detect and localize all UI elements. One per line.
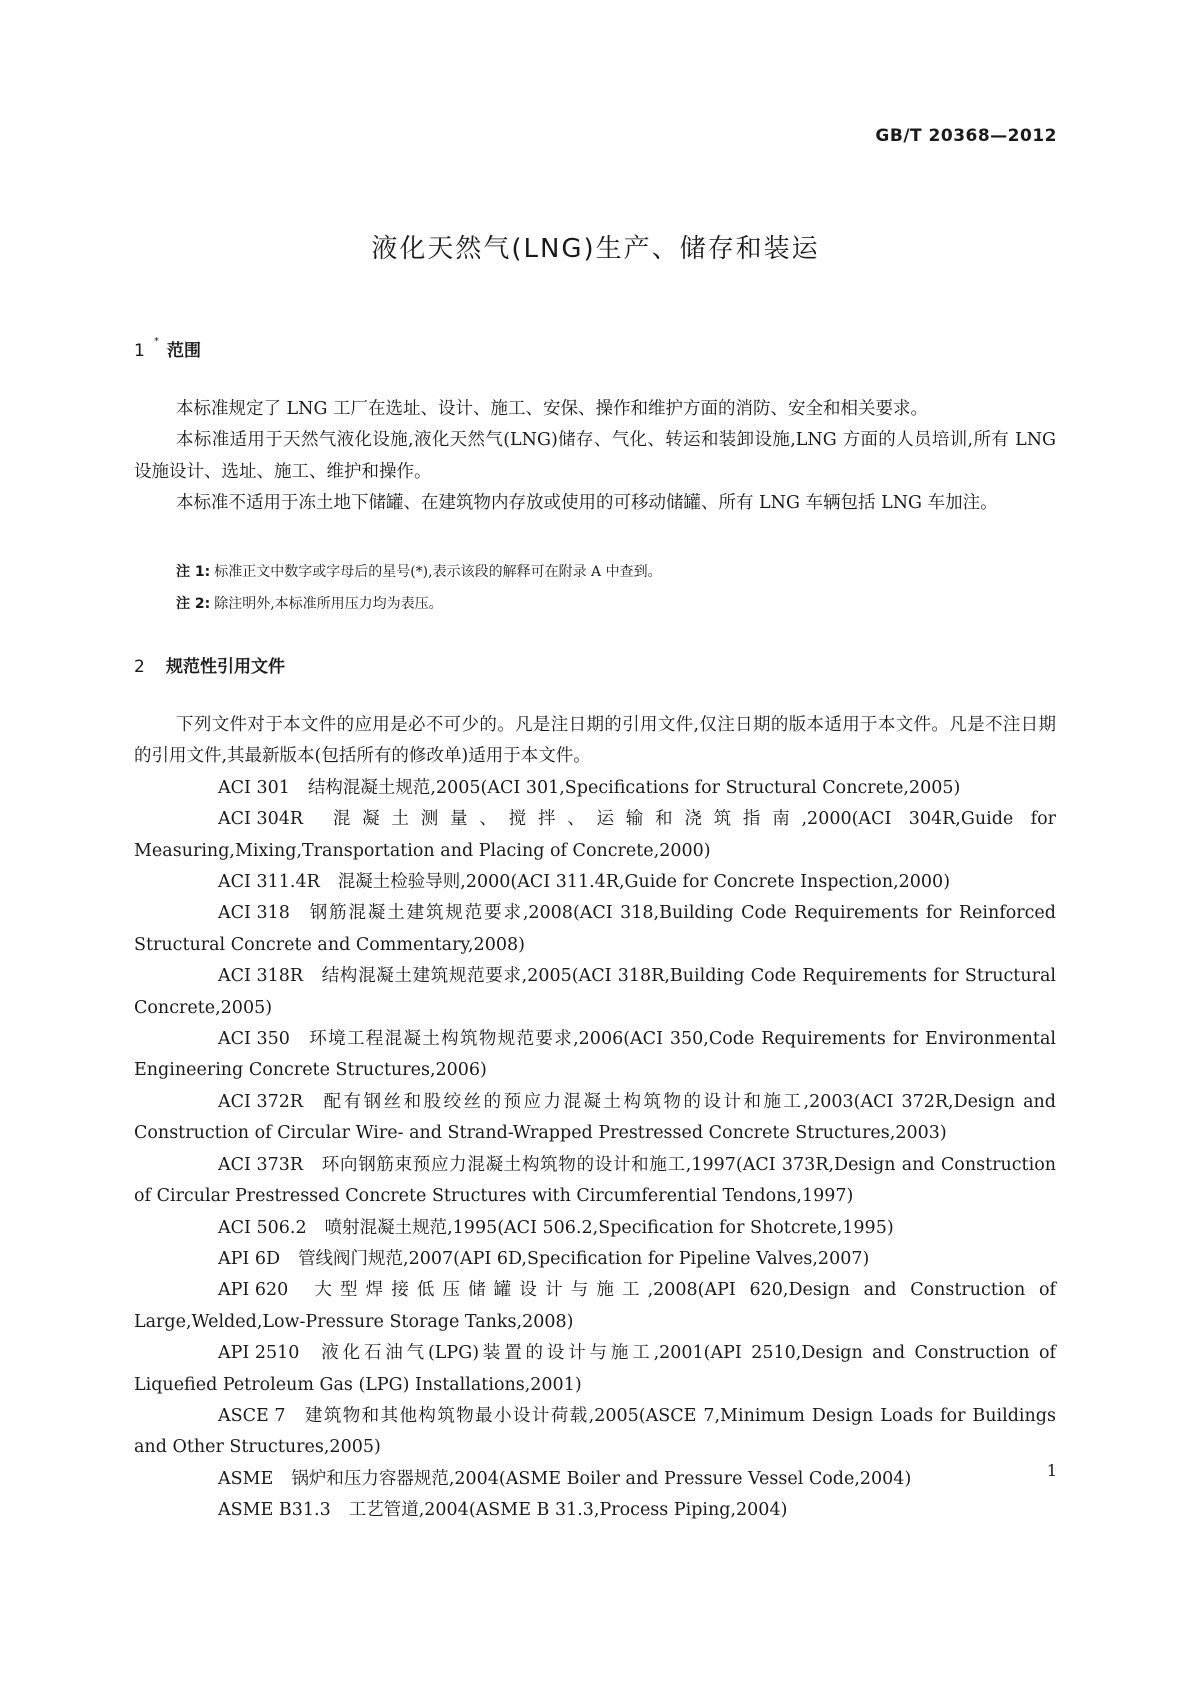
reference-text: 钢筋混凝土建筑规范要求,2008(ACI 318,Building Code Requirements for Reinforced Structural Concrete and Commentary,2008) xyxy=(134,903,1056,955)
note-label: 注 1: xyxy=(176,564,211,580)
reference-code: ACI 372R xyxy=(218,1091,304,1112)
reference-item xyxy=(134,1275,1056,1338)
section-2-heading xyxy=(134,652,285,677)
standard-code: GB/T 20368—2012 xyxy=(875,126,1057,146)
scope-paragraph: 本标准适用于天然气液化设施,液化天然气(LNG)储存、气化、转运和装卸设施,LNG 方面的人员培训,所有 LNG 设施设计、选址、施工、维护和操作。 xyxy=(134,430,1056,482)
reference-text: 结构混凝土建筑规范要求,2005(ACI 318R,Building Code Requirements for Structural Concrete,2005) xyxy=(134,966,1056,1018)
reference-text: 配有钢丝和股绞丝的预应力混凝土构筑物的设计和施工,2003(ACI 372R,Design and Construction of Circular Wire- and Strand-Wrapped Prestressed Concrete Structures,2003) xyxy=(134,1091,1056,1144)
reference-item xyxy=(134,1338,1056,1401)
reference-code: ASCE 7 xyxy=(218,1405,286,1426)
note-item xyxy=(176,556,1056,588)
section-title: 范围 xyxy=(167,341,201,361)
reference-text: 建筑物和其他构筑物最小设计荷载,2005(ASCE 7,Minimum Design Loads for Buildings and Other Structures,2005) xyxy=(134,1405,1056,1458)
reference-code: ACI 373R xyxy=(218,1154,304,1175)
reference-code: ACI 318 xyxy=(218,903,290,924)
reference-item xyxy=(134,1464,1056,1495)
reference-code: ASME xyxy=(218,1468,274,1489)
section-title: 规范性引用文件 xyxy=(166,657,285,677)
reference-code: ACI 311.4R xyxy=(218,872,320,893)
reference-code: ACI 506.2 xyxy=(218,1217,307,1238)
reference-item xyxy=(134,1150,1056,1213)
reference-item xyxy=(134,773,1056,804)
page-number: 1 xyxy=(1046,1461,1057,1480)
reference-text: 环向钢筋束预应力混凝土构筑物的设计和施工,1997(ACI 373R,Design and Construction of Circular Prestressed Concrete Structures with Circumferential Tendons,1997) xyxy=(134,1154,1056,1207)
reference-text: 液化石油气(LPG)装置的设计与施工,2001(API 2510,Design and Construction of Liquefied Petroleum Gas (LPG) Installations,2001) xyxy=(134,1343,1056,1395)
notes xyxy=(176,556,1056,620)
reference-item xyxy=(134,1087,1056,1150)
reference-text: 结构混凝土规范,2005(ACI 301,Specifications for Structural Concrete,2005) xyxy=(307,777,961,798)
reference-text: 锅炉和压力容器规范,2004(ASME Boiler and Pressure Vessel Code,2004) xyxy=(291,1468,912,1489)
reference-text: 工艺管道,2004(ASME B 31.3,Process Piping,2004) xyxy=(348,1500,788,1521)
section-number: 1 xyxy=(134,341,145,361)
section-number: 2 xyxy=(134,657,145,677)
reference-code: ACI 304R xyxy=(218,809,304,830)
scope-paragraphs xyxy=(134,394,1056,520)
reference-code: API 2510 xyxy=(218,1343,300,1364)
reference-code: API 6D xyxy=(218,1248,281,1269)
reference-code: ACI 350 xyxy=(218,1029,290,1050)
reference-text: 管线阀门规范,2007(API 6D,Specification for Pipeline Valves,2007) xyxy=(298,1248,870,1269)
references-intro: 下列文件对于本文件的应用是必不可少的。凡是注日期的引用文件,仅注日期的版本适用于本文件。凡是不注日期的引用文件,其最新版本(包括所有的修改单)适用于本文件。 xyxy=(134,715,1056,767)
reference-item xyxy=(134,1244,1056,1275)
reference-item xyxy=(134,898,1056,961)
asterisk-mark: * xyxy=(154,336,159,347)
reference-item xyxy=(134,804,1056,867)
reference-item xyxy=(134,1213,1056,1244)
reference-list xyxy=(134,773,1056,1527)
note-text: 标准正文中数字或字母后的星号(*),表示该段的解释可在附录 A 中查到。 xyxy=(214,564,662,580)
reference-code: ASME B31.3 xyxy=(218,1500,331,1521)
reference-item xyxy=(134,1024,1056,1087)
note-text: 除注明外,本标准所用压力均为表压。 xyxy=(214,596,443,612)
reference-item xyxy=(134,1401,1056,1464)
reference-item xyxy=(134,1495,1056,1526)
reference-code: ACI 318R xyxy=(218,966,304,987)
reference-text: 环境工程混凝土构筑物规范要求,2006(ACI 350,Code Requirements for Environmental Engineering Concrete Structures,2006) xyxy=(134,1029,1056,1081)
document-title: 液化天然气(LNG)生产、储存和装运 xyxy=(371,234,820,264)
note-item xyxy=(176,588,1056,620)
section-1-heading xyxy=(134,336,201,361)
reference-item xyxy=(134,867,1056,898)
normative-references xyxy=(134,710,1056,1527)
reference-text: 混凝土测量、搅拌、运输和浇筑指南,2000(ACI 304R,Guide for Measuring,Mixing,Transportation and Placing of Concrete,2000) xyxy=(134,809,1056,861)
reference-text: 大型焊接低压储罐设计与施工,2008(API 620,Design and Construction of Large,Welded,Low-Pressure Storage Tanks,2008) xyxy=(134,1280,1056,1332)
reference-text: 喷射混凝土规范,1995(ACI 506.2,Specification for Shotcrete,1995) xyxy=(324,1217,894,1238)
scope-paragraph: 本标准不适用于冻土地下储罐、在建筑物内存放或使用的可移动储罐、所有 LNG 车辆包括 LNG 车加注。 xyxy=(176,493,998,514)
reference-item xyxy=(134,961,1056,1024)
reference-code: API 620 xyxy=(218,1280,289,1301)
reference-text: 混凝土检验导则,2000(ACI 311.4R,Guide for Concrete Inspection,2000) xyxy=(337,872,951,893)
note-label: 注 2: xyxy=(176,596,211,612)
reference-code: ACI 301 xyxy=(218,777,290,798)
scope-paragraph: 本标准规定了 LNG 工厂在选址、设计、施工、安保、操作和维护方面的消防、安全和相关要求。 xyxy=(176,399,929,419)
